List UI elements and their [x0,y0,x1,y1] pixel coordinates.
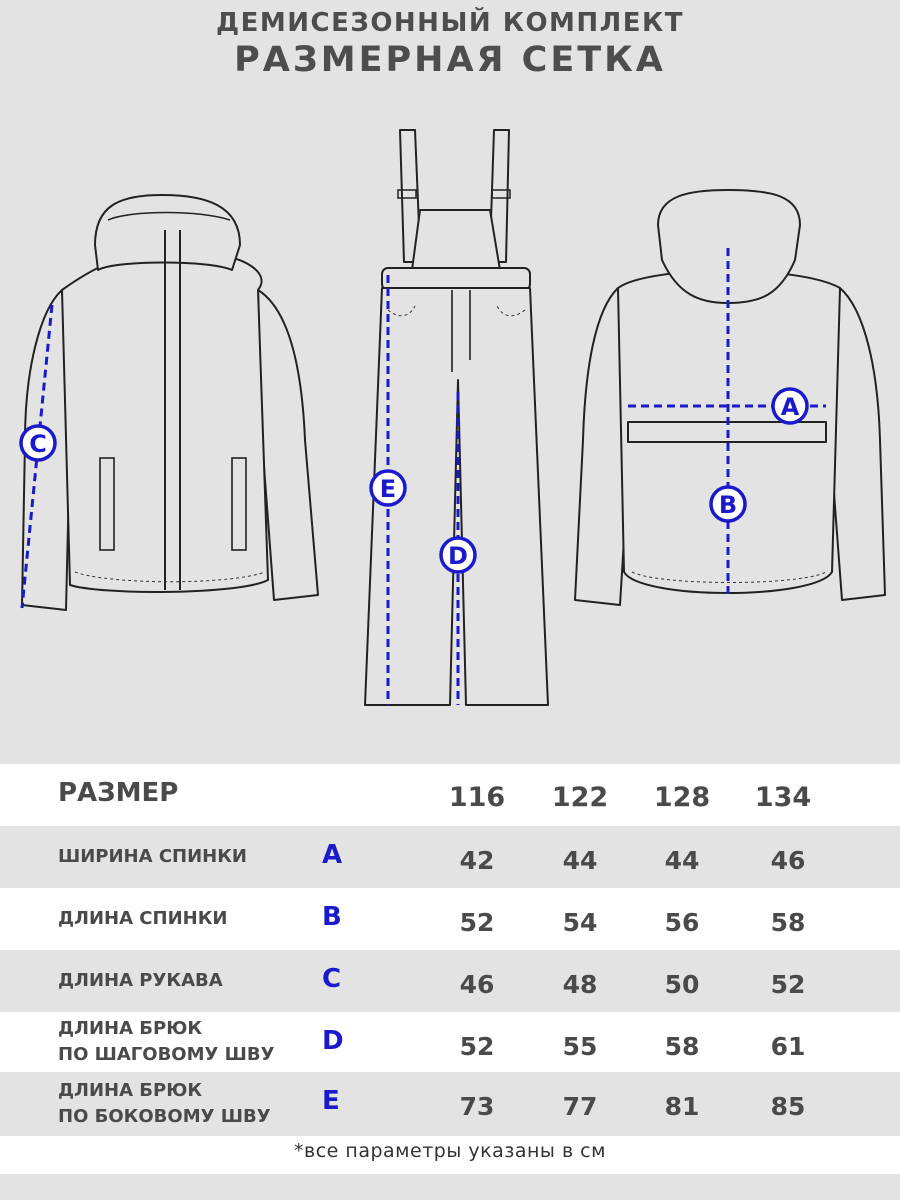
row-value: 55 [562,1032,598,1061]
jacket-hood [95,195,240,270]
row-letter: A [322,840,343,870]
product-subtitle: ДЕМИСЕЗОННЫЙ КОМПЛЕКТ [215,8,685,38]
row-letter: D [322,1026,344,1056]
row-letter: E [322,1086,340,1116]
row-value: 52 [459,1032,495,1061]
marker-d-label: D [448,542,468,570]
row-label-line2: ПО БОКОВОМУ ШВУ [58,1106,271,1127]
row-value: 50 [664,970,700,999]
back-hood [658,190,800,303]
row-value: 73 [459,1092,495,1121]
table-row-inseam [0,1012,900,1072]
row-value: 46 [459,970,495,999]
units-note: *все параметры указаны в см [294,1140,606,1162]
marker-b-label: B [718,491,738,519]
table-row-sleeve-length [0,950,900,1012]
overalls-drawing [365,130,548,705]
jacket-front-drawing [21,195,318,610]
size-134: 134 [754,782,812,813]
row-letter: C [322,964,342,994]
row-value: 42 [459,846,495,875]
row-value: 54 [562,908,598,937]
table-row-back-length [0,888,900,950]
row-value: 44 [664,846,700,875]
row-value: 52 [459,908,495,937]
marker-a-label: A [780,393,800,421]
row-value: 81 [664,1092,700,1121]
size-116: 116 [448,782,506,813]
row-value: 52 [770,970,806,999]
row-value: 58 [664,1032,700,1061]
row-label: ДЛИНА БРЮК [58,1018,203,1039]
row-label: ДЛИНА СПИНКИ [58,908,228,929]
row-letter: B [322,902,342,932]
size-header-label: РАЗМЕР [58,778,179,808]
row-value: 46 [770,846,806,875]
size-128: 128 [653,782,711,813]
marker-c-label: C [29,430,47,458]
garment-illustration [0,110,900,730]
row-value: 85 [770,1092,806,1121]
overalls-bib [412,210,500,270]
page-title: РАЗМЕРНАЯ СЕТКА [234,40,666,80]
size-header-row [0,764,900,826]
row-value: 44 [562,846,598,875]
row-label-line2: ПО ШАГОВОМУ ШВУ [58,1044,275,1065]
marker-e-label: E [379,475,397,503]
row-value: 48 [562,970,598,999]
overalls-waistband [382,268,530,290]
table-row-back-width [0,826,900,888]
row-value: 61 [770,1032,806,1061]
row-value: 77 [562,1092,598,1121]
row-value: 56 [664,908,700,937]
row-value: 58 [770,908,806,937]
table-row-outseam [0,1072,900,1136]
row-label: ШИРИНА СПИНКИ [58,846,247,867]
size-122: 122 [551,782,609,813]
jacket-back-drawing [575,190,885,605]
row-label: ДЛИНА БРЮК [58,1080,203,1101]
row-label: ДЛИНА РУКАВА [58,970,223,991]
